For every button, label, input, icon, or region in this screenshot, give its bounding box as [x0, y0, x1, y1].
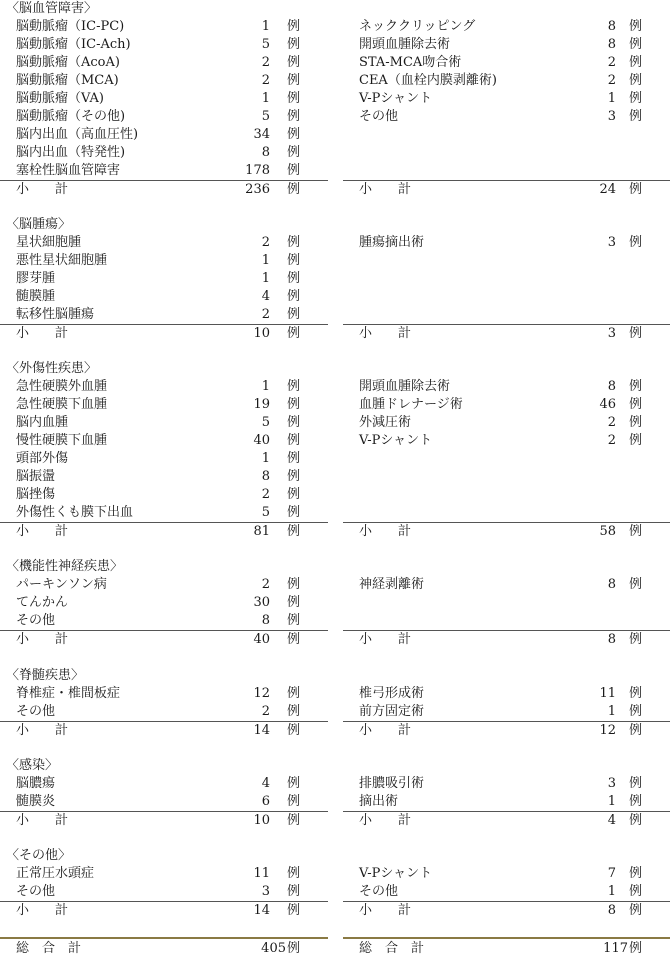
diagnosis-name: 脳動脈瘤（IC-PC)	[16, 19, 125, 34]
case-count: 2	[261, 487, 270, 502]
subtotal-count: 58	[599, 524, 616, 539]
case-count: 2	[261, 55, 270, 70]
diagnosis-name: 脳動脈瘤（IC-Ach)	[16, 37, 131, 52]
category-title: 〈脳血管障害〉	[6, 1, 98, 16]
unit-label: 例	[286, 632, 300, 647]
diagnosis-name: パーキンソン病	[16, 577, 107, 592]
diagnosis-name: 正常圧水頭症	[16, 866, 95, 881]
case-count: 5	[261, 109, 270, 124]
unit-label: 例	[628, 235, 642, 250]
procedure-name: 開頭血腫除去術	[359, 37, 451, 52]
subtotal-label: 小 計	[359, 326, 412, 341]
unit-label: 例	[286, 55, 300, 70]
unit-label: 例	[628, 91, 642, 106]
unit-label: 例	[286, 182, 300, 197]
unit-label: 例	[628, 524, 642, 539]
subtotal-count: 10	[253, 813, 270, 828]
unit-label: 例	[286, 903, 300, 918]
diagnosis-name: 慢性硬膜下血腫	[16, 433, 108, 448]
subtotal-label: 小 計	[16, 524, 69, 539]
unit-label: 例	[628, 326, 642, 341]
case-count: 7	[607, 866, 616, 881]
case-count: 3	[607, 776, 616, 791]
total-count: 405	[261, 941, 286, 956]
case-count: 1	[607, 884, 616, 899]
procedure-name: ネッククリッピング	[359, 19, 476, 34]
unit-label: 例	[286, 379, 300, 394]
case-count: 5	[261, 415, 270, 430]
unit-label: 例	[628, 109, 642, 124]
unit-label: 例	[628, 884, 642, 899]
diagnosis-name: 脳内出血（高血圧性)	[16, 127, 139, 142]
unit-label: 例	[286, 813, 300, 828]
case-count: 4	[261, 289, 270, 304]
right-total-area	[343, 0, 670, 956]
unit-label: 例	[628, 182, 642, 197]
subtotal-label: 小 計	[359, 182, 412, 197]
case-count: 3	[607, 235, 616, 250]
case-count: 8	[261, 613, 270, 628]
case-count: 1	[261, 91, 270, 106]
procedure-name: V-Pシャント	[359, 866, 433, 881]
unit-label: 例	[286, 595, 300, 610]
subtotal-label: 小 計	[359, 813, 412, 828]
diagnosis-name: 星状細胞腫	[16, 235, 82, 250]
case-count: 1	[607, 704, 616, 719]
case-count: 46	[599, 397, 616, 412]
subtotal-count: 3	[607, 326, 616, 341]
total-count: 117	[603, 941, 628, 956]
case-count: 40	[253, 433, 270, 448]
case-count: 2	[261, 235, 270, 250]
subtotal-count: 24	[599, 182, 616, 197]
unit-label: 例	[286, 686, 300, 701]
category-title: 〈脊髄疾患〉	[6, 668, 85, 683]
unit-label: 例	[628, 397, 642, 412]
procedure-name: その他	[359, 884, 399, 899]
subtotal-count: 14	[253, 903, 270, 918]
total-label: 総 合 計	[16, 941, 82, 956]
diagnosis-name: 塞栓性脳血管障害	[16, 163, 121, 178]
unit-label: 例	[286, 145, 300, 160]
case-count: 12	[253, 686, 270, 701]
diagnosis-name: 脳膿瘍	[16, 776, 56, 791]
unit-label: 例	[628, 55, 642, 70]
subtotal-label: 小 計	[16, 903, 69, 918]
subtotal-count: 14	[253, 723, 270, 738]
diagnosis-name: 脊椎症・椎間板症	[16, 686, 121, 701]
unit-label: 例	[286, 941, 300, 956]
unit-label: 例	[628, 723, 642, 738]
unit-label: 例	[286, 73, 300, 88]
procedure-name: 神経剥離術	[359, 577, 425, 592]
subtotal-label: 小 計	[16, 632, 69, 647]
procedure-name: 摘出術	[359, 794, 399, 809]
category-title: 〈機能性神経疾患〉	[6, 559, 124, 574]
case-count: 8	[607, 37, 616, 52]
subtotal-count: 8	[607, 903, 616, 918]
unit-label: 例	[286, 577, 300, 592]
procedure-name: 血腫ドレナージ術	[359, 397, 463, 412]
case-count: 1	[261, 19, 270, 34]
subtotal-label: 小 計	[359, 632, 412, 647]
case-count: 8	[607, 379, 616, 394]
procedure-name: 排膿吸引術	[359, 776, 425, 791]
case-count: 3	[261, 884, 270, 899]
unit-label: 例	[628, 813, 642, 828]
unit-label: 例	[286, 415, 300, 430]
case-count: 2	[607, 55, 616, 70]
diagnosis-name: 脳動脈瘤（AcoA)	[16, 55, 120, 70]
case-count: 8	[607, 19, 616, 34]
category-title: 〈外傷性疾患〉	[6, 361, 98, 376]
unit-label: 例	[286, 433, 300, 448]
subtotal-count: 236	[245, 182, 270, 197]
unit-label: 例	[286, 866, 300, 881]
case-count: 2	[261, 577, 270, 592]
case-count: 6	[261, 794, 270, 809]
subtotal-label: 小 計	[16, 723, 69, 738]
subtotal-count: 8	[607, 632, 616, 647]
case-count: 1	[261, 253, 270, 268]
unit-label: 例	[628, 704, 642, 719]
case-count: 2	[261, 704, 270, 719]
diagnosis-name: 髄膜炎	[16, 794, 56, 809]
diagnosis-name: てんかん	[16, 595, 69, 610]
unit-label: 例	[286, 505, 300, 520]
diagnosis-name: 脳動脈瘤（VA)	[16, 91, 104, 106]
diagnosis-name: その他	[16, 884, 56, 899]
unit-label: 例	[628, 577, 642, 592]
diagnosis-name: 脳挫傷	[16, 487, 56, 502]
unit-label: 例	[286, 163, 300, 178]
diagnosis-name: 急性硬膜下血腫	[16, 397, 108, 412]
unit-label: 例	[286, 289, 300, 304]
case-count: 11	[253, 866, 270, 881]
subtotal-label: 小 計	[16, 813, 69, 828]
procedure-name: 前方固定術	[359, 704, 425, 719]
subtotal-count: 81	[253, 524, 270, 539]
unit-label: 例	[286, 794, 300, 809]
case-count: 3	[607, 109, 616, 124]
case-count: 1	[261, 379, 270, 394]
unit-label: 例	[286, 884, 300, 899]
diagnosis-name: その他	[16, 613, 56, 628]
category-title: 〈その他〉	[6, 848, 72, 863]
diagnosis-name: 頭部外傷	[16, 451, 69, 466]
grand-total-row	[343, 937, 670, 958]
procedure-name: その他	[359, 109, 399, 124]
case-count: 11	[599, 686, 616, 701]
case-count: 5	[261, 505, 270, 520]
unit-label: 例	[628, 686, 642, 701]
case-count: 8	[261, 469, 270, 484]
unit-label: 例	[286, 271, 300, 286]
unit-label: 例	[628, 941, 642, 956]
procedure-name: 腫瘍摘出術	[359, 235, 425, 250]
case-count: 2	[607, 415, 616, 430]
unit-label: 例	[286, 776, 300, 791]
unit-label: 例	[628, 903, 642, 918]
case-count: 1	[607, 794, 616, 809]
case-count: 1	[261, 271, 270, 286]
subtotal-count: 40	[253, 632, 270, 647]
subtotal-label: 小 計	[359, 723, 412, 738]
subtotal-label: 小 計	[359, 524, 412, 539]
diagnosis-name: 膠芽腫	[16, 271, 56, 286]
case-count: 8	[261, 145, 270, 160]
unit-label: 例	[628, 37, 642, 52]
category-title: 〈脳腫瘍〉	[6, 217, 72, 232]
unit-label: 例	[628, 794, 642, 809]
left-total-area	[0, 0, 328, 956]
case-count: 4	[261, 776, 270, 791]
diagnosis-name: 急性硬膜外血腫	[16, 379, 108, 394]
case-count: 178	[245, 163, 270, 178]
procedure-name: V-Pシャント	[359, 433, 433, 448]
unit-label: 例	[628, 776, 642, 791]
unit-label: 例	[628, 632, 642, 647]
diagnosis-name: 脳内血腫	[16, 415, 69, 430]
unit-label: 例	[286, 91, 300, 106]
unit-label: 例	[628, 415, 642, 430]
category-title: 〈感染〉	[6, 758, 59, 773]
case-count: 1	[261, 451, 270, 466]
diagnosis-name: 悪性星状細胞腫	[16, 253, 108, 268]
case-count: 5	[261, 37, 270, 52]
unit-label: 例	[286, 397, 300, 412]
unit-label: 例	[286, 19, 300, 34]
case-count: 34	[253, 127, 270, 142]
diagnosis-name: 転移性脳腫瘍	[16, 307, 95, 322]
subtotal-label: 小 計	[359, 903, 412, 918]
unit-label: 例	[286, 109, 300, 124]
diagnosis-name: 脳動脈瘤（MCA)	[16, 73, 119, 88]
subtotal-label: 小 計	[16, 182, 69, 197]
unit-label: 例	[286, 613, 300, 628]
case-count: 2	[261, 307, 270, 322]
subtotal-label: 小 計	[16, 326, 69, 341]
case-count: 19	[253, 397, 270, 412]
unit-label: 例	[286, 469, 300, 484]
procedure-name: 椎弓形成術	[359, 686, 425, 701]
unit-label: 例	[286, 37, 300, 52]
unit-label: 例	[628, 73, 642, 88]
unit-label: 例	[286, 451, 300, 466]
case-count: 1	[607, 91, 616, 106]
procedure-name: 開頭血腫除去術	[359, 379, 451, 394]
unit-label: 例	[286, 487, 300, 502]
unit-label: 例	[628, 19, 642, 34]
unit-label: 例	[286, 704, 300, 719]
case-count: 2	[261, 73, 270, 88]
unit-label: 例	[628, 866, 642, 881]
unit-label: 例	[286, 307, 300, 322]
subtotal-count: 4	[607, 813, 616, 828]
subtotal-count: 10	[253, 326, 270, 341]
unit-label: 例	[628, 433, 642, 448]
procedure-name: V-Pシャント	[359, 91, 433, 106]
unit-label: 例	[286, 326, 300, 341]
case-count: 30	[253, 595, 270, 610]
total-label: 総 合 計	[359, 941, 425, 956]
unit-label: 例	[286, 524, 300, 539]
diagnosis-name: 脳内出血（特発性)	[16, 145, 126, 160]
grand-total-row	[0, 937, 328, 958]
unit-label: 例	[286, 253, 300, 268]
procedure-name: CEA（血栓内膜剥離術)	[359, 73, 497, 88]
unit-label: 例	[286, 235, 300, 250]
procedure-name: STA-MCA吻合術	[359, 55, 462, 70]
diagnosis-name: 外傷性くも膜下出血	[16, 505, 134, 520]
procedure-name: 外減圧術	[359, 415, 412, 430]
unit-label: 例	[286, 723, 300, 738]
diagnosis-name: その他	[16, 704, 56, 719]
case-count: 2	[607, 433, 616, 448]
unit-label: 例	[286, 127, 300, 142]
diagnosis-name: 脳振盪	[16, 469, 56, 484]
subtotal-count: 12	[599, 723, 616, 738]
diagnosis-name: 髄膜腫	[16, 289, 56, 304]
case-count: 8	[607, 577, 616, 592]
case-count: 2	[607, 73, 616, 88]
unit-label: 例	[628, 379, 642, 394]
diagnosis-name: 脳動脈瘤（その他)	[16, 109, 126, 124]
